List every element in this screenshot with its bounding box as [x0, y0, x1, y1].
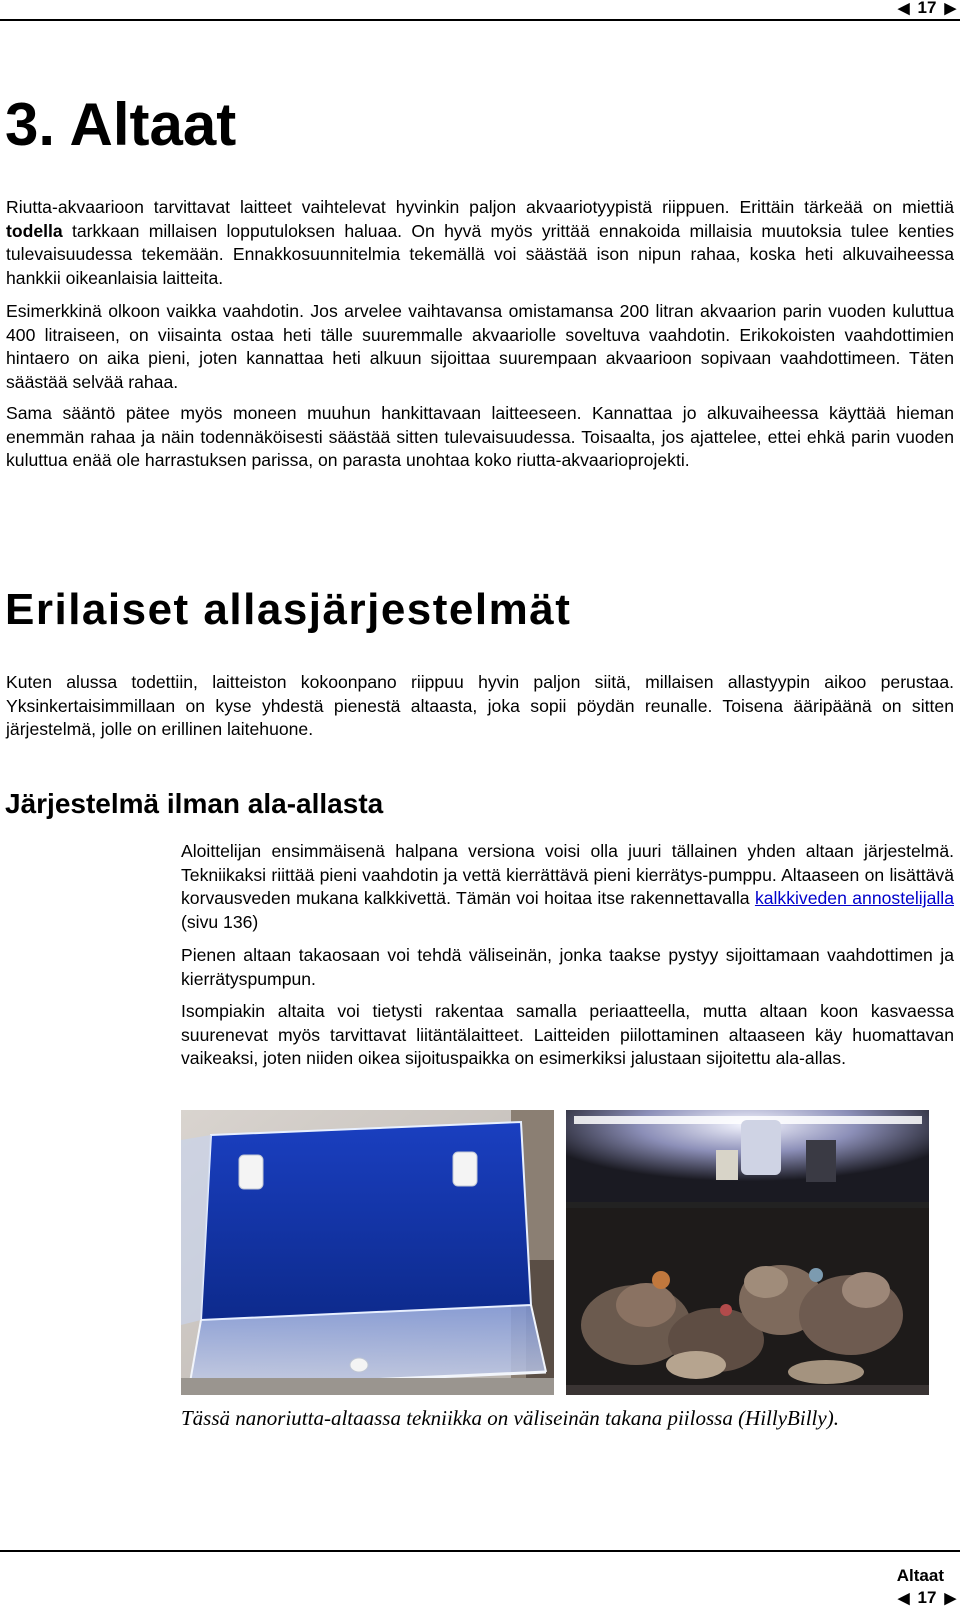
figure-caption: Tässä nanoriutta-altaassa tekniikka on väliseinän takana piilossa (HillyBilly). — [181, 1406, 839, 1430]
section-paragraph-1: Kuten alussa todettiin, laitteiston kokoonpano riippuu hyvin paljon siitä, millaisen allastyypin aikoo perustaa. Yksinkertaisimmillaan on kyse yhdestä pienestä altaasta, joka sopii pöydän reunalle. Toisena ääripäänä on sitten järjestelmä, jolle on erillinen laitehuone. — [6, 672, 954, 739]
reef-tank-photo — [566, 1110, 929, 1395]
intro-paragraph-3: Sama sääntö pätee myös moneen muuhun hankittavaan laitteeseen. Kannattaa jo alkuvaiheessa käyttää hieman enemmän rahaa ja näin todennäköisesti säästää sitten tulevaisuudessa. Toisaalta, jos ajattelee, ettei ehkä parin vuoden kuluttua enää ole harrastuksen parissa, on parasta unohtaa koko riutta-akvaarioprojekti. — [6, 403, 954, 470]
footer-page-nav — [898, 1588, 956, 1608]
subsection-paragraph-3: Isompiakin altaita voi tietysti rakentaa samalla periaatteella, mutta altaan koon kasvaessa suurenevat myös tarvittavat liitäntälaitteet. Laitteiden piilottaminen altaaseen käy huomattavan vaikeaksi, joten niiden oikea sijoituspaikka on esimerkiksi jalustaan sijoitettu ala-allas. — [181, 1001, 954, 1068]
chapter-title: 3. Altaat — [5, 91, 237, 158]
footer-title: Altaat — [896, 1566, 944, 1585]
subsection-paragraph-2: Pienen altaan takaosaan voi tehdä väliseinän, jonka taakse pystyy sijoittamaan vaahdottimen ja kierrätyspumpun. — [181, 945, 954, 989]
prev-page-icon[interactable]: ◀ — [897, 0, 910, 17]
subsection-p1-page-ref: (sivu 136) — [181, 911, 259, 932]
header-rule — [0, 19, 960, 21]
kalkkivesi-link[interactable]: kalkkiveden annostelijalla — [754, 888, 954, 908]
header-page-number: 17 — [917, 0, 937, 17]
intro-paragraph-2: Esimerkkinä olkoon vaikka vaahdotin. Jos arvelee vaihtavansa omistamansa 200 litran akvaarion parin vuoden kuluttua 400 litraiseen, on viisainta ostaa heti tälle suuremmalle akvaariolle soveltuva vaahdotin. Erikokoisten vaahdottimien hintaero on aika pieni, joten kannattaa heti alkuun sijoittaa suurempaan akvaarioon sopivaan vaahdottimeen. Täten säästää selvää rahaa. — [6, 301, 954, 392]
intro-paragraph-1 — [6, 196, 954, 290]
intro-p1-text-b: tarkkaan millaisen lopputuloksen haluaa. On hyvä myös yrittää ennakoida millaisia muutoksia tulee kenties tulevaisuudessa tekemään. Ennakkosuunnitelmia tekemällä voi säästää ison nipun rahaa, koska heti alkuvaiheessa hankkii oikeanlaisia laitteita. — [6, 220, 954, 288]
header-page-nav — [898, 0, 956, 18]
section-title: Erilaiset allasjärjestelmät — [5, 585, 572, 634]
empty-tank-image — [181, 1110, 554, 1395]
prev-page-icon[interactable]: ◀ — [897, 1590, 910, 1607]
footer-rule — [0, 1550, 960, 1552]
empty-tank-photo — [181, 1110, 554, 1395]
next-page-icon[interactable]: ▶ — [944, 1590, 956, 1607]
intro-p1-bold: todella — [6, 220, 63, 241]
subsection-p1-text: Aloittelijan ensimmäisenä halpana versiona voisi olla juuri tällainen yhden altaan järjestelmä. Tekniikaksi riittää pieni vaahdotin ja vettä kierrättävä pieni kierrätys-pumppu. Altaaseen on lisättävä korvausveden mukana kalkkivettä. Tämän voi hoitaa itse rakennettavalla — [181, 841, 954, 908]
subsection-title: Järjestelmä ilman ala-allasta — [5, 788, 384, 819]
next-page-icon[interactable]: ▶ — [944, 0, 956, 17]
intro-p1-text-a: Riutta-akvaarioon tarvittavat laitteet vaihtelevat hyvinkin paljon akvaariotyypistä riippuen. Erittäin tärkeää on miettiä — [6, 197, 954, 217]
reef-tank-image — [566, 1110, 929, 1395]
subsection-paragraph-1 — [181, 840, 954, 934]
footer-page-number: 17 — [917, 1588, 937, 1607]
